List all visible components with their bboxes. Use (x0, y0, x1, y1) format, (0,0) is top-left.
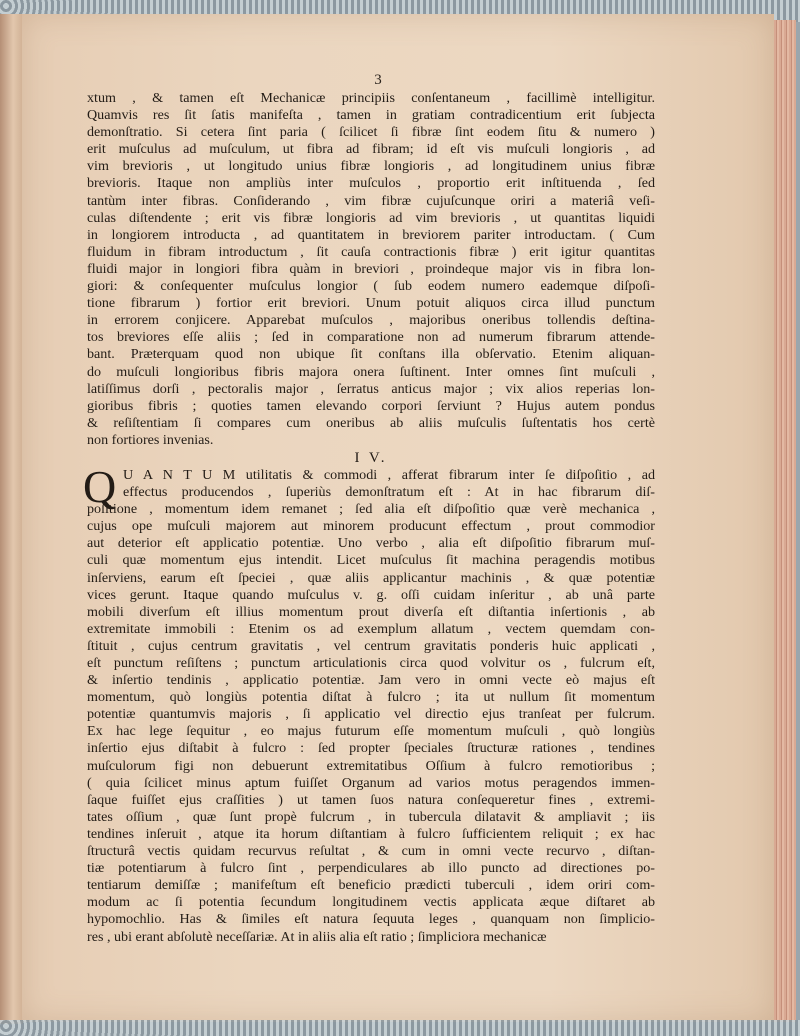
text-line: vim brevioris , ut longitudo unius fibræ longioris , ad longitudinem unius fibræ (87, 158, 655, 175)
text-line: momentum, quò longiùs potentia diſtat à fulcro ; ita ut nullum ſit momentum (87, 689, 655, 706)
text-line: giori: & conſequenter muſculus longior ( ſub eodem numero eademque diſpoſi- (87, 278, 655, 295)
drop-cap: Q (83, 460, 117, 512)
text-line: Quamvis res ſit ſatis manifeſta , tamen in gratiam contradicentium erit ſubjecta (87, 107, 655, 124)
text-line: tiæ potentiarum à fulcro ſint , perpendiculares ab illo puncto ad directiones po- (87, 860, 655, 877)
text-line: muſculorum figi non debuerunt extremitatibus Oſſium à fulcro remotioribus ; (87, 757, 655, 774)
text-line: effectus producendos , ſuperiùs demonſtratum eſt : At in hac fibrarum diſ- (123, 484, 655, 501)
text-line: fluidi major in longiori fibra quàm in breviori , proindeque major vis in fibra lon- (87, 260, 655, 277)
text-line: tendines inſeruit , atque ita horum diſtantiam à fulcro ſufficientem reliquit ; ex hac (87, 825, 655, 842)
text-line: hypomochlio. Has & ſimiles eſt natura ſequuta leges , quanquam non ſimplicio- (87, 911, 655, 928)
text-line: potentiæ quantumvis majoris , ſi applicatio vel directio ejus tranſeat per fulcrum. (87, 706, 655, 723)
text-line: bant. Præterquam quod non ubique ſit conſtans illa obſervatio. Etenim aliquan- (87, 346, 655, 363)
paragraph-2 (87, 467, 655, 946)
text-line: cujus ope muſculi majorem aut minorem producunt effectum , prout commodior (87, 518, 655, 535)
text-line: do muſculi longioribus fibris majora onera ſuſtinent. Inter omnes ſint muſculi , (87, 363, 655, 380)
text-line: ſtituit , cujus centrum gravitatis , vel centrum gravitatis ponderis huic applicati , (87, 637, 655, 654)
text-line: gioribus fibris ; quoties tamen elevando corpori ſerviunt ? Hujus autem pondus (87, 397, 655, 414)
text-line: fluidum in fibram introductum , ſit cauſa contractionis fibræ ) erit igitur quantitas (87, 243, 655, 260)
text-line: inſerviens, earum eſt ſpeciei , quæ aliis applicantur machinis , & quæ potentiæ (87, 569, 655, 586)
text-line: ſaque fuiſſet ejus craſſities ) ut tamen ſuos natura conſequeretur fines , extremi- (87, 791, 655, 808)
text-line: ſtructurâ vectis quidam recurvus reſultat , & cum in omni vecte recurvo , diſtan- (87, 843, 655, 860)
page-stack-edge (774, 20, 796, 1022)
text-line: eſt punctum reſiſtens ; punctum articulationis circa quod volvitur os , fulcrum eſt, (87, 655, 655, 671)
text-line: erit muſculus ad muſculum, ut fibra ad fibram; id eſt vis muſculi longioris , ad (87, 141, 655, 158)
bubble-wrap-bottom (0, 1020, 800, 1036)
text-line: tos breviores eſſe aliis ; ſed in comparatione non ad numerum fibrarum attende- (87, 329, 655, 346)
text-line: vices gerunt. Itaque quando muſculus v. g. oſſi cuidam inſeritur , ab unâ parte (87, 586, 655, 603)
text-line: poſitione , momentum idem remanet ; ſed alia eſt diſpoſitio quæ verè mechanica , (87, 501, 655, 518)
text-line: latiſſimus dorſi , pectoralis major , ſerratus anticus major ; vix alios reperias lon- (87, 380, 655, 397)
text-line: mobili diverſum eſt illius momentum prout diverſa eſt diſtantia inſertionis , ab (87, 603, 655, 620)
text-line: res , ubi erant abſolutè neceſſariæ. At in aliis alia eſt ratio ; ſimpliciora mechanicæ (87, 928, 547, 945)
text-line: demonſtratio. Si cetera ſint paria ( ſcilicet ſi fibræ ſint eodem ſitu & numero ) (87, 124, 655, 141)
text-line: tantùm inter fibras. Conſiderando , vim fibræ cujuſcunque oriri a materiâ veſi- (87, 192, 655, 209)
text-line: U A N T U M utilitatis & commodi , afferat fibrarum inter ſe diſpoſitio , ad (123, 466, 655, 483)
text-line: brevioris. Itaque non ampliùs inter muſculos , proportio erit inſtituenda , ſed (87, 175, 655, 192)
text-line: tates oſſium , quæ ſunt propè fulcrum , in tubercula dilatavit & ampliavit ; iis (87, 808, 655, 825)
text-line: non fortiores invenias. (87, 431, 214, 448)
text-line: extremitate immobili : Etenim os ad exemplum allatum , vectem quemdam con- (87, 620, 655, 637)
text-line: tione fibrarum ) fortior erit breviori. Unum potuit aliquos circa illud punctum (87, 295, 655, 312)
text-line: culas diſtendente ; erit vis fibræ longioris ad vim brevioris , ut quantitas liquidi (87, 209, 655, 226)
text-line: & inſertio tendinis , applicatio potentiæ. Jam vero in omni vecte eò majus eſt (87, 672, 655, 689)
text-line: in longiorem introducta , ad quantitatem in breviorem pariter introductam. ( Cum (87, 226, 655, 243)
text-line: & reſiſtentiam ſi compares cum oneribus ab aliis muſculis ſuſtentatis hos certè (87, 414, 655, 431)
page-number: 3 (374, 72, 382, 88)
text-line: Ex hac lege ſequitur , eo majus futurum eſſe momentum muſculi , quò longiùs (87, 723, 655, 740)
facing-page-edge (0, 14, 23, 1024)
paragraph-2-wrap (83, 460, 655, 946)
text-line: tentiarum demiſſæ ; manifeſtum eſt beneficio prædicti tuberculi , idem oriri com- (87, 877, 655, 894)
text-line: xtum , & tamen eſt Mechanicæ principiis conſentaneum , facillimè intelligitur. (87, 90, 655, 106)
text-line: culi quæ momentum ejus intendit. Licet muſculus ſit machina peragendis motibus (87, 552, 655, 569)
text-body (83, 90, 655, 946)
text-line: inſertio ejus diſtabit à fulcro : ſed propter ſpeciales ſtructuræ rationes , tendines (87, 740, 655, 757)
section-title: I V. (354, 449, 388, 466)
text-line: in errorem conjicere. Apparebat muſculos , majoribus oneribus tollendis deſtina- (87, 312, 655, 329)
text-line: aut deterior eſt applicatio potentiæ. Uno verbo , alia eſt diſpoſitio fibrarum muſ- (87, 535, 655, 552)
paragraph-1 (87, 90, 655, 449)
text-line: modum ac ſi potentia ſecundum longitudinem vectis applicata æque diſtaret ab (87, 894, 655, 911)
text-line: ( quia ſcilicet minus aptum fuiſſet Organum ad varios motus peragendos immen- (87, 774, 655, 791)
